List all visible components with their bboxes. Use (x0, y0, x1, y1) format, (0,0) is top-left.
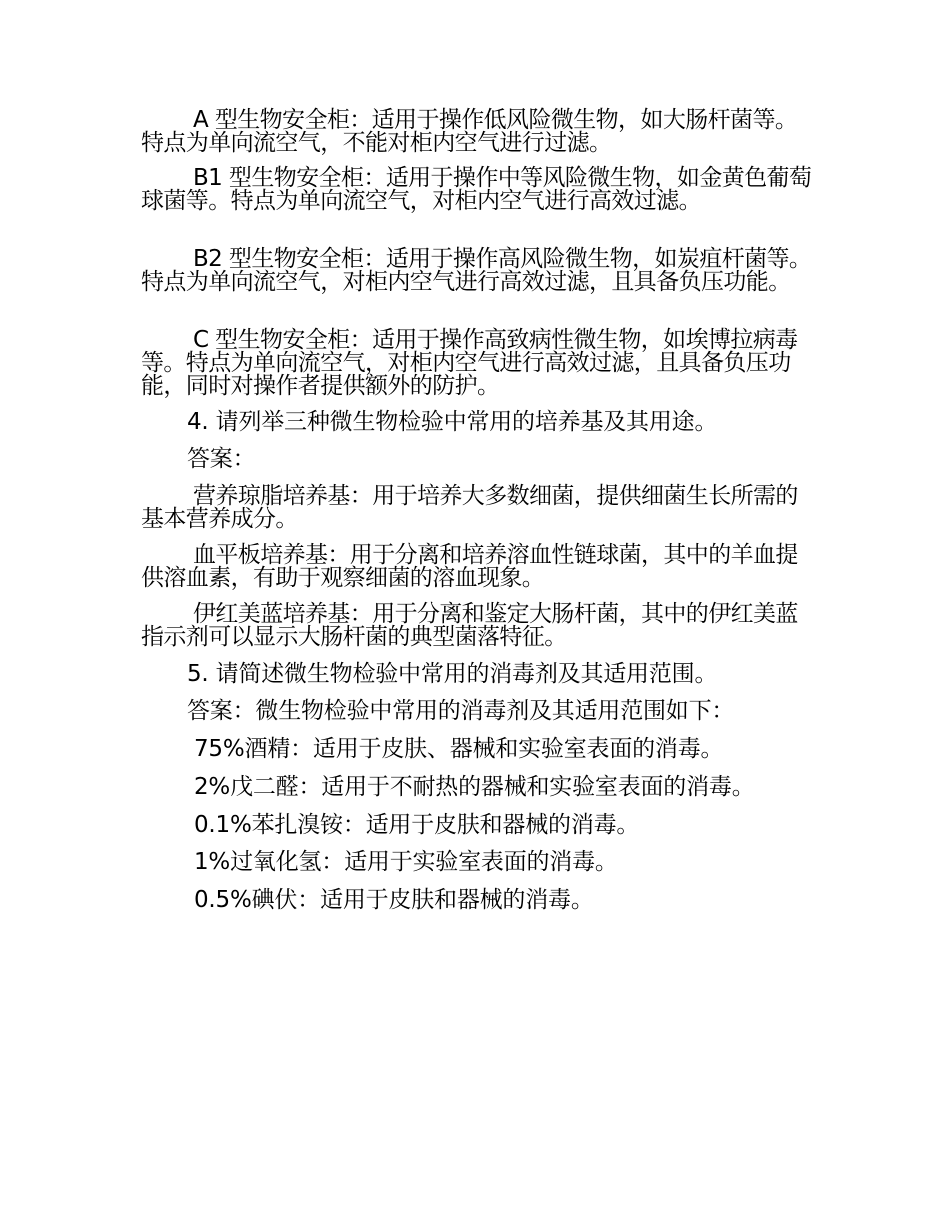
disinfectant-item: 1%过氧化氢：适用于实验室表面的消毒。 (194, 849, 618, 875)
question-4: 4. 请列举三种微生物检验中常用的培养基及其用途。 (187, 409, 718, 435)
disinfectant-item: 0.5%碘伏：适用于皮肤和器械的消毒。 (194, 887, 594, 913)
disinfectant-item: 75%酒精：适用于皮肤、器械和实验室表面的消毒。 (194, 736, 724, 762)
disinfectant-item: 2%戊二醛：适用于不耐热的器械和实验室表面的消毒。 (194, 774, 755, 800)
cabinet-type-c: C 型生物安全柜：适用于操作高致病性微生物，如埃博拉病毒等。特点为单向流空气，对柜内空气进行高效过滤，且具备负压功能，同时对操作者提供额外的防护。 (141, 327, 798, 399)
question-5: 5. 请简述微生物检验中常用的消毒剂及其适用范围。 (187, 661, 718, 687)
medium-item: 伊红美蓝培养基：用于分离和鉴定大肠杆菌，其中的伊红美蓝指示剂可以显示大肠杆菌的典型菌落特征。 (141, 601, 798, 650)
cabinet-type-b1: B1 型生物安全柜：适用于操作中等风险微生物，如金黄色葡萄球菌等。特点为单向流空气，对柜内空气进行高效过滤。 (141, 165, 812, 214)
answer-4-label: 答案： (187, 446, 256, 472)
answer-5: 答案：微生物检验中常用的消毒剂及其适用范围如下： (187, 698, 735, 724)
disinfectant-item: 0.1%苯扎溴铵：适用于皮肤和器械的消毒。 (194, 812, 640, 838)
medium-item: 营养琼脂培养基：用于培养大多数细菌，提供细菌生长所需的基本营养成分。 (141, 483, 798, 532)
medium-item: 血平板培养基：用于分离和培养溶血性链球菌，其中的羊血提供溶血素，有助于观察细菌的溶血现象。 (141, 542, 798, 591)
cabinet-type-b2: B2 型生物安全柜：适用于操作高风险微生物，如炭疽杆菌等。特点为单向流空气，对柜内空气进行高效过滤，且具备负压功能。 (141, 246, 812, 295)
cabinet-type-a: A 型生物安全柜：适用于操作低风险微生物，如大肠杆菌等。特点为单向流空气，不能对柜内空气进行过滤。 (141, 107, 798, 156)
